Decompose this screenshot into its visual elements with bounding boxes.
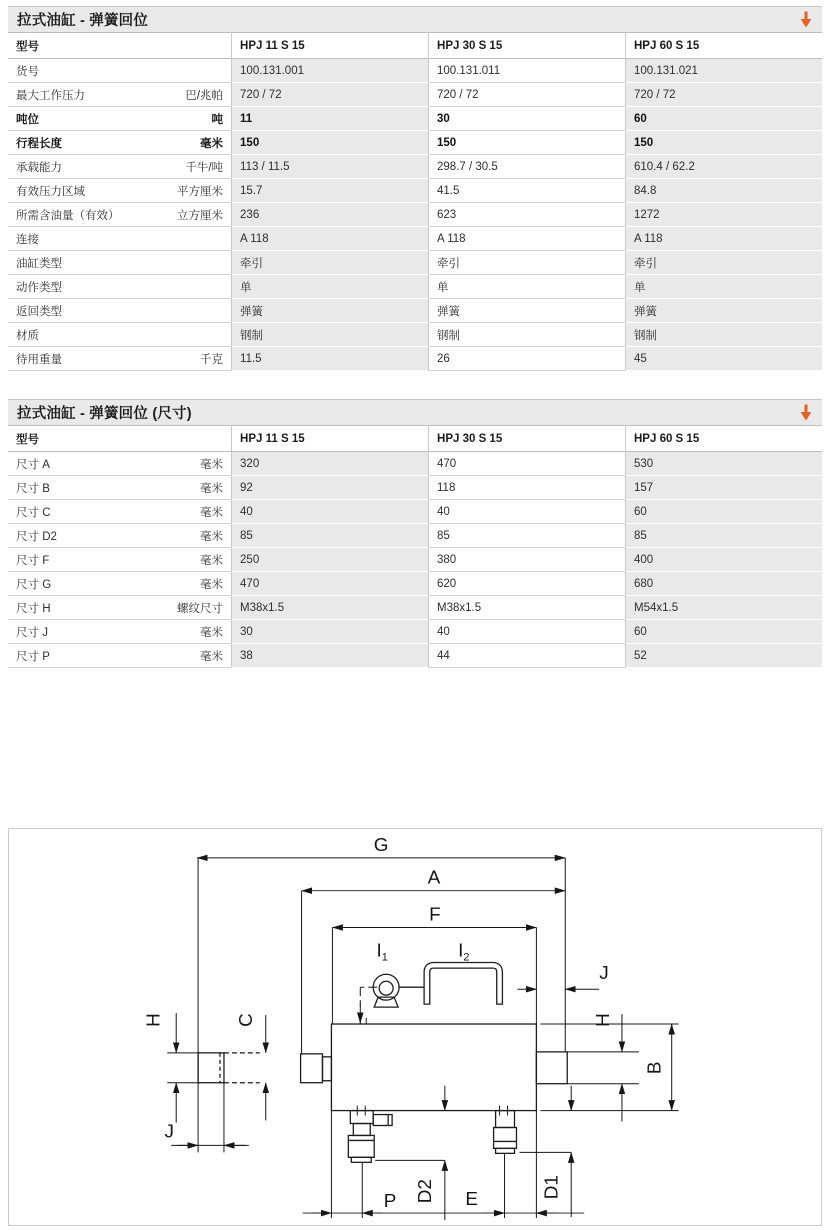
spec-label: 油缸类型 — [16, 258, 62, 270]
spec-value: 113 / 11.5 — [231, 155, 428, 179]
table1-title: 拉式油缸 - 弹簧回位 — [17, 13, 149, 29]
dim-label-h-left: H — [143, 1013, 165, 1027]
spec-value: 30 — [231, 620, 428, 644]
spec-label-cell — [8, 251, 231, 275]
spec-value: 弹簧 — [428, 299, 625, 323]
dimension-lines — [164, 858, 678, 1220]
spec-label-cell — [8, 179, 231, 203]
table-row — [8, 203, 822, 227]
spec-value: 85 — [428, 524, 625, 548]
column-header-hpj30: HPJ 30 S 15 — [428, 425, 625, 452]
down-arrow-icon[interactable] — [798, 10, 814, 29]
spec-value: 40 — [231, 500, 428, 524]
table-row — [8, 620, 822, 644]
spec-label: 尺寸 H — [16, 603, 51, 615]
spec-value: A 118 — [625, 227, 822, 251]
table-row — [8, 476, 822, 500]
dim-label-b: B — [644, 1061, 666, 1075]
spec-unit: 毫米 — [200, 483, 224, 495]
spec-value: 52 — [625, 644, 822, 668]
spec-value: 单 — [625, 275, 822, 299]
cylinder-body-drawing — [198, 1018, 567, 1116]
spec-label-cell — [8, 131, 231, 155]
spec-value: 92 — [231, 476, 428, 500]
spec-unit: 毫米 — [200, 651, 224, 663]
spec-label-cell — [8, 323, 231, 347]
table-row — [8, 155, 822, 179]
spec-value: 400 — [625, 548, 822, 572]
spec-value: A 118 — [428, 227, 625, 251]
table2-title: 拉式油缸 - 弹簧回位 (尺寸) — [17, 406, 192, 422]
spec-label-cell — [8, 83, 231, 107]
spec-unit: 千克 — [200, 354, 224, 366]
spec-value: 150 — [625, 131, 822, 155]
spec-label: 动作类型 — [16, 282, 62, 294]
spec-label: 尺寸 A — [16, 459, 50, 471]
spec-value: M54x1.5 — [625, 596, 822, 620]
spec-value: 100.131.011 — [428, 59, 625, 83]
spec-label-cell — [8, 107, 231, 131]
spec-value: 11.5 — [231, 347, 428, 371]
spec-table-dimensions — [8, 425, 822, 668]
column-header-hpj60: HPJ 60 S 15 — [625, 32, 822, 59]
spec-label-cell — [8, 155, 231, 179]
spec-value: 40 — [428, 500, 625, 524]
spec-label-cell — [8, 572, 231, 596]
spec-unit: 毫米 — [200, 459, 224, 471]
column-header-hpj11: HPJ 11 S 15 — [231, 425, 428, 452]
left-port-fitting-drawing — [348, 1111, 392, 1163]
spec-value: 60 — [625, 107, 822, 131]
spec-label: 尺寸 G — [16, 579, 52, 591]
table-row — [8, 596, 822, 620]
table-row — [8, 500, 822, 524]
spec-unit: 吨 — [211, 114, 224, 126]
column-header-hpj60: HPJ 60 S 15 — [625, 425, 822, 452]
spec-label-cell — [8, 500, 231, 524]
table-row — [8, 131, 822, 155]
dim-label-c: C — [235, 1013, 257, 1027]
spec-label: 最大工作压力 — [16, 90, 85, 102]
right-port-fitting-drawing — [494, 1111, 517, 1154]
spec-value: 470 — [231, 572, 428, 596]
table-row — [8, 107, 822, 131]
spec-value: 380 — [428, 548, 625, 572]
spec-unit: 千牛/吨 — [185, 162, 224, 174]
spec-label-cell — [8, 476, 231, 500]
column-header-hpj30: HPJ 30 S 15 — [428, 32, 625, 59]
spec-value: 30 — [428, 107, 625, 131]
spec-unit: 巴/兆帕 — [185, 90, 224, 102]
spec-value: 720 / 72 — [231, 83, 428, 107]
dim-label-e: E — [465, 1189, 479, 1211]
spec-value: 100.131.021 — [625, 59, 822, 83]
spec-label-cell — [8, 452, 231, 476]
spec-value: 250 — [231, 548, 428, 572]
spec-label: 尺寸 B — [16, 483, 50, 495]
spec-value: 620 — [428, 572, 625, 596]
table-header-row — [8, 425, 822, 452]
spec-value: 单 — [231, 275, 428, 299]
column-header-model: 型号 — [8, 425, 231, 452]
spec-value: 弹簧 — [231, 299, 428, 323]
spec-value: 150 — [428, 131, 625, 155]
spec-value: A 118 — [231, 227, 428, 251]
spec-value: 84.8 — [625, 179, 822, 203]
table-row — [8, 323, 822, 347]
spec-label-cell — [8, 275, 231, 299]
spec-value: M38x1.5 — [231, 596, 428, 620]
spec-value: 钢制 — [428, 323, 625, 347]
eye-bolt-drawing — [373, 974, 427, 1007]
spec-value: 470 — [428, 452, 625, 476]
table-row — [8, 644, 822, 668]
spec-label: 吨位 — [16, 114, 39, 126]
dim-label-p: P — [383, 1191, 397, 1213]
spec-value: 623 — [428, 203, 625, 227]
spec-value: 弹簧 — [625, 299, 822, 323]
dimension-drawing-panel — [8, 828, 822, 1226]
dim-label-h-right: H — [593, 1013, 615, 1027]
column-header-model: 型号 — [8, 32, 231, 59]
table-header-row — [8, 32, 822, 59]
spec-value: 157 — [625, 476, 822, 500]
spec-value: 11 — [231, 107, 428, 131]
spec-unit: 毫米 — [200, 507, 224, 519]
spec-value: 26 — [428, 347, 625, 371]
spec-value: 236 — [231, 203, 428, 227]
section-dimensions — [8, 399, 822, 668]
spec-value: 298.7 / 30.5 — [428, 155, 625, 179]
table-row — [8, 59, 822, 83]
spec-value: 320 — [231, 452, 428, 476]
spec-value: 牵引 — [428, 251, 625, 275]
spec-unit: 毫米 — [200, 138, 224, 150]
spec-value: 720 / 72 — [428, 83, 625, 107]
spec-label: 尺寸 D2 — [16, 531, 57, 543]
spec-value: 100.131.001 — [231, 59, 428, 83]
spec-label-cell — [8, 347, 231, 371]
handle-drawing — [423, 965, 503, 1004]
dim-label-j-bottom: J — [164, 1121, 174, 1143]
dimension-drawing — [9, 829, 821, 1225]
spec-value: 牵引 — [231, 251, 428, 275]
spec-label-cell — [8, 596, 231, 620]
spec-value: 150 — [231, 131, 428, 155]
down-arrow-icon[interactable] — [798, 403, 814, 422]
spec-label-cell — [8, 203, 231, 227]
dim-label-f: F — [429, 904, 441, 926]
spec-value: 单 — [428, 275, 625, 299]
spec-value: 钢制 — [231, 323, 428, 347]
spec-label-cell — [8, 59, 231, 83]
item-label-i1: $I_1$ — [376, 940, 388, 964]
spec-label: 货号 — [16, 66, 39, 78]
spec-value: 45 — [625, 347, 822, 371]
spec-label: 尺寸 F — [16, 555, 50, 567]
spec-value: 85 — [231, 524, 428, 548]
table-row — [8, 83, 822, 107]
spec-value: 60 — [625, 620, 822, 644]
spec-table-spring-return — [8, 32, 822, 371]
table-row — [8, 251, 822, 275]
spec-label: 尺寸 C — [16, 507, 51, 519]
spec-value: 钢制 — [625, 323, 822, 347]
spec-value: 118 — [428, 476, 625, 500]
spec-label: 待用重量 — [16, 354, 62, 366]
spec-label-cell — [8, 227, 231, 251]
section-spring-return — [8, 6, 822, 371]
spec-value: 15.7 — [231, 179, 428, 203]
table-row — [8, 347, 822, 371]
spec-unit: 毫米 — [200, 627, 224, 639]
table2-title-band — [8, 399, 822, 425]
table-row — [8, 179, 822, 203]
spec-label: 材质 — [16, 330, 39, 342]
spec-value: M38x1.5 — [428, 596, 625, 620]
spec-unit: 螺纹尺寸 — [177, 603, 224, 615]
dim-label-d1: D1 — [541, 1175, 563, 1200]
table-row — [8, 572, 822, 596]
spec-label-cell — [8, 644, 231, 668]
spec-label: 行程长度 — [16, 138, 62, 150]
spec-label-cell — [8, 524, 231, 548]
spec-value: 44 — [428, 644, 625, 668]
spec-value: 41.5 — [428, 179, 625, 203]
spec-value: 720 / 72 — [625, 83, 822, 107]
spec-value: 85 — [625, 524, 822, 548]
spec-label: 返回类型 — [16, 306, 62, 318]
table-row — [8, 275, 822, 299]
table1-title-band — [8, 6, 822, 32]
spec-unit: 平方厘米 — [177, 186, 224, 198]
table-row — [8, 524, 822, 548]
table-row — [8, 548, 822, 572]
spec-label: 有效压力区域 — [16, 186, 85, 198]
spec-label: 尺寸 J — [16, 627, 48, 639]
spec-label: 尺寸 P — [16, 651, 50, 663]
spec-value: 610.4 / 62.2 — [625, 155, 822, 179]
spec-unit: 毫米 — [200, 579, 224, 591]
spec-value: 40 — [428, 620, 625, 644]
dim-label-d2: D2 — [414, 1179, 436, 1204]
table-row — [8, 227, 822, 251]
spec-label-cell — [8, 548, 231, 572]
spec-value: 1272 — [625, 203, 822, 227]
dim-label-j-top: J — [599, 963, 609, 985]
dim-label-a: A — [427, 867, 441, 889]
dim-label-g: G — [373, 834, 389, 856]
spec-value: 530 — [625, 452, 822, 476]
spec-label: 承载能力 — [16, 162, 62, 174]
spec-value: 60 — [625, 500, 822, 524]
spec-label-cell — [8, 299, 231, 323]
table-row — [8, 299, 822, 323]
spec-unit: 毫米 — [200, 531, 224, 543]
spec-value: 680 — [625, 572, 822, 596]
spec-value: 牵引 — [625, 251, 822, 275]
spec-value: 38 — [231, 644, 428, 668]
spec-label: 所需含油量（有效） — [16, 210, 120, 222]
spec-unit: 立方厘米 — [177, 210, 224, 222]
table-row — [8, 452, 822, 476]
spec-unit: 毫米 — [200, 555, 224, 567]
spec-label-cell — [8, 620, 231, 644]
spec-label: 连接 — [16, 234, 39, 246]
column-header-hpj11: HPJ 11 S 15 — [231, 32, 428, 59]
item-label-i2: $I_2$ — [458, 940, 470, 964]
